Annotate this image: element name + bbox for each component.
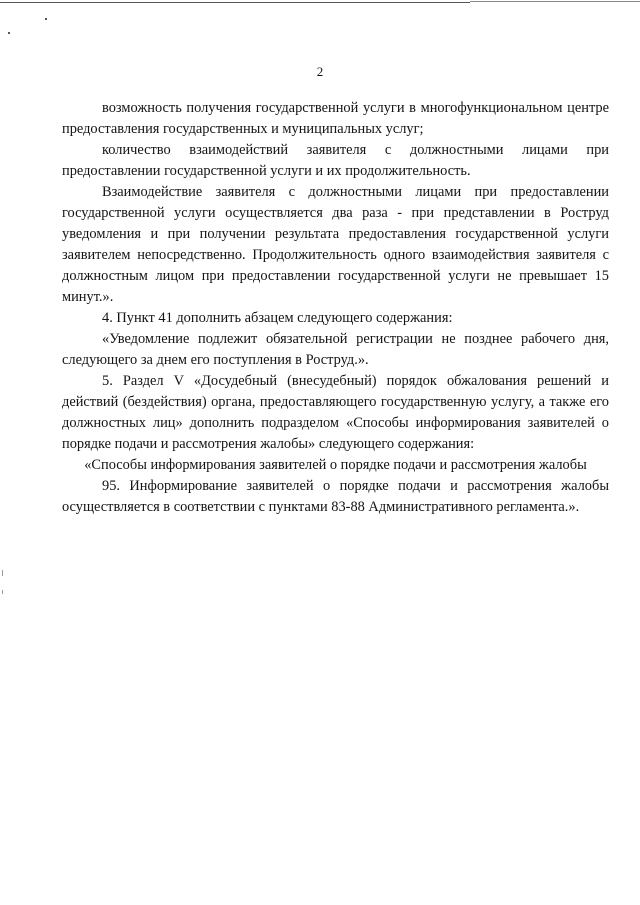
paragraph: «Уведомление подлежит обязательной регистрации не позднее рабочего дня, следующего за днем его поступления в Роструд.». xyxy=(62,331,609,368)
scan-edge-mark xyxy=(2,590,3,594)
subsection-title: «Способы информирования заявителей о порядке подачи и рассмотрения жалобы xyxy=(84,457,587,473)
scan-speck xyxy=(45,18,47,20)
page-number: 2 xyxy=(316,64,324,79)
paragraph: 5. Раздел V «Досудебный (внесудебный) порядок обжалования решений и действий (бездействия) органа, предоставляющего государственную услугу, а также его должностных лиц» дополнить подразделом «Способы информирования заявителей о порядке подачи и рассмотрения жалобы» следующего содержания: xyxy=(62,373,609,452)
scan-edge-mark xyxy=(2,570,3,576)
scan-top-border xyxy=(0,2,470,3)
scan-speck xyxy=(8,32,10,34)
paragraph: 4. Пункт 41 дополнить абзацем следующего содержания: xyxy=(102,310,453,326)
document-body xyxy=(62,98,609,518)
scan-top-border-right xyxy=(470,1,640,2)
paragraph: количество взаимодействий заявителя с должностными лицами при предоставлении государственной услуги и их продолжительность. xyxy=(62,142,609,179)
paragraph: возможность получения государственной услуги в многофункциональном центре предоставления государственных и муниципальных услуг; xyxy=(62,100,609,137)
final-paragraph: 95. Информирование заявителей о порядке подачи и рассмотрения жалобы осуществляется в соответствии с пунктами 83-88 Административного регламента.». xyxy=(62,478,609,515)
paragraph: Взаимодействие заявителя с должностными лицами при предоставлении государственной услуги осуществляется два раза - при представлении в Роструд уведомления и при получении результата предоставления государственной услуги заявителем непосредственно. Продолжительность одного взаимодействия заявителя с должностным лицом при предоставлении государственной услуги не превышает 15 минут.». xyxy=(62,184,609,305)
